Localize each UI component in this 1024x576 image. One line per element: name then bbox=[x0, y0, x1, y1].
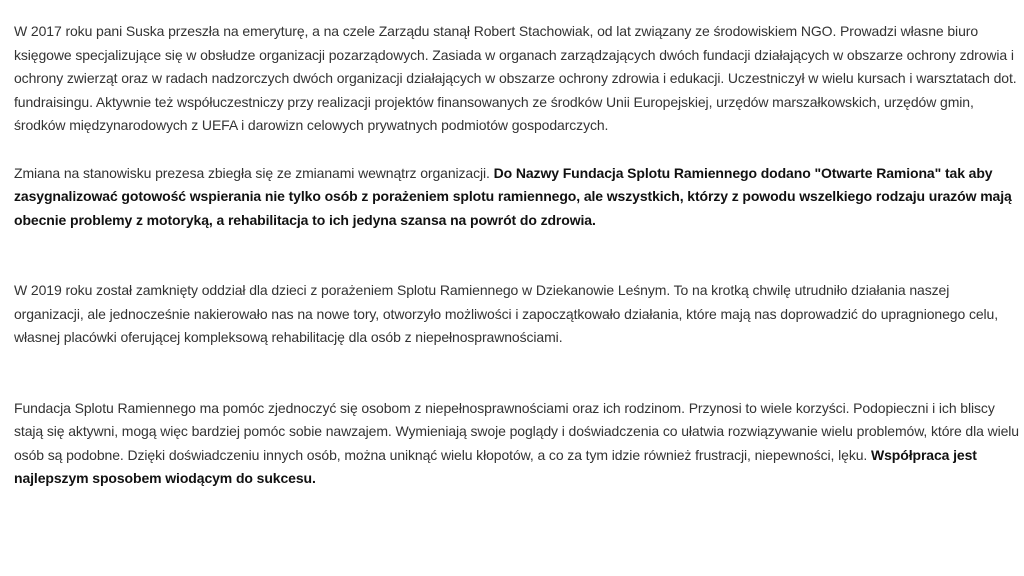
paragraph-name-change bbox=[14, 162, 1020, 233]
paragraph-chairman bbox=[14, 20, 1020, 138]
paragraph-text: Fundacja Splotu Ramiennego ma pomóc zjednoczyć się osobom z niepełnosprawnościami oraz ich rodzinom. Przynosi to wiele korzyści. Podopieczni i ich bliscy stają się aktywni, mogą więc bardziej pomóc sobie nawzajem. Wymieniają swoje poglądy i doświadczenia co ułatwia rozwiązywanie wielu problemów, które dla wielu osób są podobne. Dzięki doświadczeniu innych osób, można uniknąć wielu kłopotów, a co za tym idzie również frustracji, niepewności, lęku. bbox=[14, 399, 1019, 463]
paragraph-text: Zmiana na stanowisku prezesa zbiegła się ze zmianami wewnątrz organizacji. bbox=[14, 164, 494, 181]
document-body bbox=[14, 20, 1020, 491]
paragraph-bold-text: Współpraca jest najlepszym sposobem wiodącym do sukcesu. bbox=[14, 446, 977, 486]
paragraph-ward-closure bbox=[14, 279, 1020, 350]
paragraph-text: W 2017 roku pani Suska przeszła na emeryturę, a na czele Zarządu stanął Robert Stachowiak, od lat związany ze środowiskiem NGO. Prowadzi własne biuro księgowe specjalizujące się w obsłudze organizacji pozarządowych. Zasiada w organach zarządzających dwóch fundacji działających w obszarze ochrony zdrowia i ochrony zwierząt oraz w radach nadzorczych dwóch organizacji działających w obszarze ochrony zdrowia i edukacji. Uczestniczył w wielu kursach i warsztatach dot. fundraisingu. Aktywnie też współuczestniczy przy realizacji projektów finansowanych ze środków Unii Europejskiej, urzędów marszałkowskich, urzędów gmin, środków międzynarodowych z UEFA i darowizn celowych prywatnych podmiotów gospodarczych. bbox=[14, 23, 1017, 133]
paragraph-text: W 2019 roku został zamknięty oddział dla dzieci z porażeniem Splotu Ramiennego w Dziekanowie Leśnym. To na krotką chwilę utrudniło działania naszej organizacji, ale jednocześnie nakierowało nas na nowe tory, otworzyło możliwości i zapoczątkowało działania, które mają nas doprowadzić do upragnionego celu, własnej placówki oferującej kompleksową rehabilitację dla osób z niepełnosprawnościami. bbox=[14, 282, 999, 345]
paragraph-mission bbox=[14, 397, 1020, 491]
paragraph-bold-text: Do Nazwy Fundacja Splotu Ramiennego dodano "Otwarte Ramiona" tak aby zasygnalizować gotowość wspierania nie tylko osób z porażeniem splotu ramiennego, ale wszystkich, którzy z powodu wszelkiego rodzaju urazów mają obecnie problemy z motoryką, a rehabilitacja to ich jedyna szansa na powrót do zdrowia. bbox=[14, 164, 1012, 228]
